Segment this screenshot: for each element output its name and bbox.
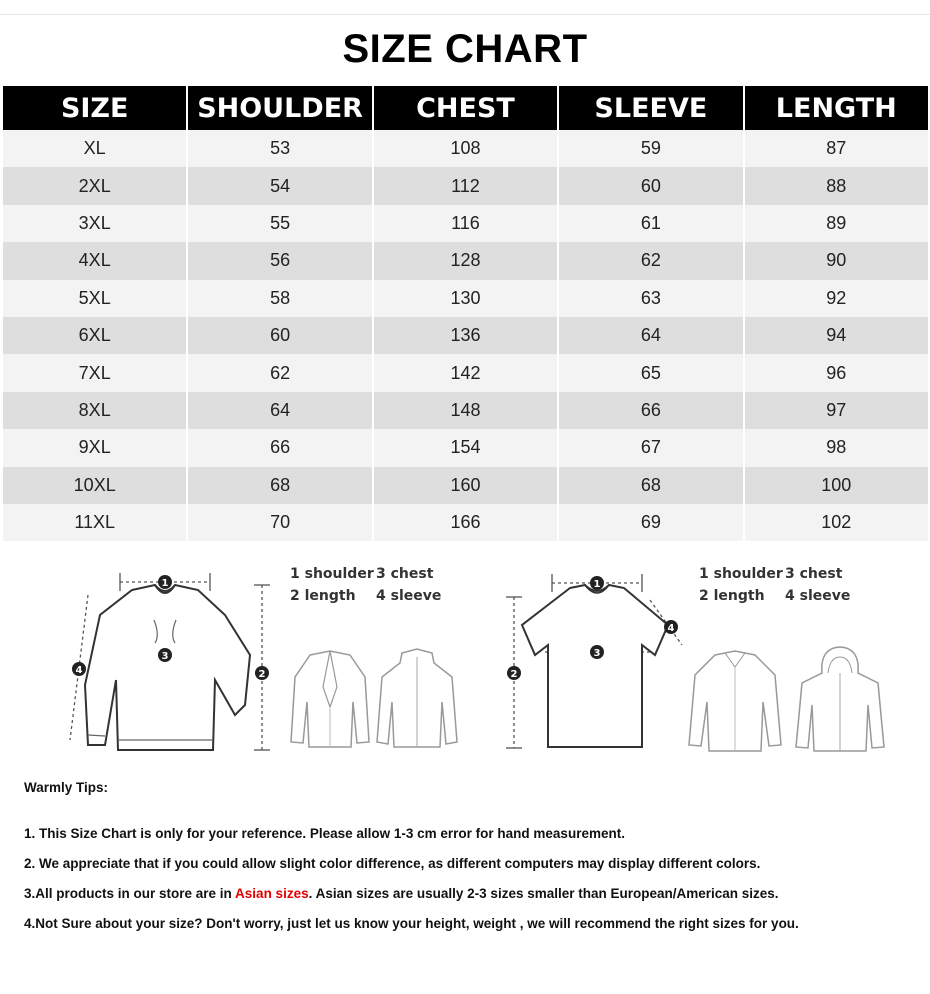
tip-2: 2. We appreciate that if you could allow slight color difference, as different computers may display different colors.	[24, 856, 761, 871]
header-size: SIZE	[3, 86, 186, 130]
cell-length: 102	[745, 504, 928, 541]
tip-1: 1. This Size Chart is only for your reference. Please allow 1-3 cm error for hand measurement.	[24, 826, 625, 841]
hoodie-sketch-icon	[790, 643, 890, 753]
table-row	[3, 205, 928, 242]
cell-shoulder: 60	[188, 317, 371, 354]
cell-shoulder: 53	[188, 130, 371, 167]
legend-sleeve: 4 sleeve	[785, 588, 851, 604]
cell-size: XL	[3, 130, 186, 167]
cell-sleeve: 59	[559, 130, 742, 167]
legend-shoulder: 1 shoulder	[699, 566, 783, 582]
cell-length: 96	[745, 354, 928, 391]
button-shirt-sketch-icon	[685, 647, 785, 757]
cell-size: 7XL	[3, 354, 186, 391]
cell-length: 98	[745, 429, 928, 466]
cell-length: 89	[745, 205, 928, 242]
cell-size: 10XL	[3, 467, 186, 504]
cell-shoulder: 62	[188, 354, 371, 391]
svg-text:3: 3	[161, 651, 169, 662]
cell-chest: 148	[374, 392, 557, 429]
table-row	[3, 504, 928, 541]
legend-length: 2 length	[699, 588, 765, 604]
cell-sleeve: 65	[559, 354, 742, 391]
svg-text:4: 4	[75, 665, 83, 676]
cell-sleeve: 66	[559, 392, 742, 429]
table-row	[3, 467, 928, 504]
svg-text:4: 4	[667, 623, 675, 634]
cell-length: 87	[745, 130, 928, 167]
asian-sizes-highlight: Asian sizes	[235, 886, 309, 901]
right-legend	[699, 563, 850, 607]
cell-shoulder: 54	[188, 167, 371, 204]
legend-length: 2 length	[290, 588, 356, 604]
cell-length: 90	[745, 242, 928, 279]
svg-text:1: 1	[161, 578, 169, 589]
size-table	[1, 86, 930, 541]
tip-3-text: 3.All products in our store are in	[24, 886, 236, 901]
cell-sleeve: 64	[559, 317, 742, 354]
cell-chest: 154	[374, 429, 557, 466]
left-legend	[290, 563, 441, 607]
cell-chest: 136	[374, 317, 557, 354]
table-row	[3, 130, 928, 167]
cell-size: 8XL	[3, 392, 186, 429]
table-row	[3, 354, 928, 391]
cell-chest: 142	[374, 354, 557, 391]
cell-chest: 128	[374, 242, 557, 279]
header-length: LENGTH	[745, 86, 928, 130]
cell-sleeve: 67	[559, 429, 742, 466]
cell-chest: 112	[374, 167, 557, 204]
cell-sleeve: 62	[559, 242, 742, 279]
header-sleeve: SLEEVE	[559, 86, 742, 130]
cell-length: 94	[745, 317, 928, 354]
table-row	[3, 392, 928, 429]
table-header-row	[3, 86, 928, 130]
cell-sleeve: 61	[559, 205, 742, 242]
title-bar	[0, 14, 930, 87]
cell-length: 100	[745, 467, 928, 504]
cell-chest: 108	[374, 130, 557, 167]
svg-text:3: 3	[593, 648, 601, 659]
cell-length: 92	[745, 280, 928, 317]
legend-shoulder: 1 shoulder	[290, 566, 374, 582]
cell-shoulder: 55	[188, 205, 371, 242]
cell-size: 11XL	[3, 504, 186, 541]
table-row	[3, 167, 928, 204]
tip-3-text-end: . Asian sizes are usually 2-3 sizes smaller than European/American sizes.	[308, 886, 779, 901]
cell-chest: 116	[374, 205, 557, 242]
cell-sleeve: 60	[559, 167, 742, 204]
page-title: SIZE CHART	[342, 27, 588, 71]
legend-sleeve: 4 sleeve	[376, 588, 442, 604]
table-row	[3, 280, 928, 317]
cell-sleeve: 68	[559, 467, 742, 504]
legend-chest: 3 chest	[376, 566, 434, 582]
cell-chest: 130	[374, 280, 557, 317]
table-row	[3, 429, 928, 466]
cell-size: 3XL	[3, 205, 186, 242]
cell-length: 88	[745, 167, 928, 204]
t-shirt-diagram	[500, 555, 700, 765]
cell-shoulder: 56	[188, 242, 371, 279]
zip-jacket-sketch-icon	[372, 647, 462, 757]
cell-shoulder: 64	[188, 392, 371, 429]
tips-heading: Warmly Tips:	[24, 780, 109, 795]
cell-shoulder: 66	[188, 429, 371, 466]
cell-chest: 160	[374, 467, 557, 504]
cell-chest: 166	[374, 504, 557, 541]
header-chest: CHEST	[374, 86, 557, 130]
header-shoulder: SHOULDER	[188, 86, 371, 130]
measurement-diagrams	[0, 555, 930, 765]
cell-sleeve: 69	[559, 504, 742, 541]
cell-size: 4XL	[3, 242, 186, 279]
cell-size: 2XL	[3, 167, 186, 204]
svg-text:1: 1	[593, 579, 601, 590]
cell-shoulder: 58	[188, 280, 371, 317]
tip-4: 4.Not Sure about your size? Don't worry, just let us know your height, weight , we will recommend the right sizes for you.	[24, 916, 799, 931]
blazer-sketch-icon	[285, 647, 375, 757]
svg-text:2: 2	[510, 669, 518, 680]
cell-size: 5XL	[3, 280, 186, 317]
cell-size: 9XL	[3, 429, 186, 466]
cell-shoulder: 68	[188, 467, 371, 504]
cell-length: 97	[745, 392, 928, 429]
svg-text:2: 2	[258, 669, 266, 680]
table-row	[3, 317, 928, 354]
table-row	[3, 242, 928, 279]
cell-shoulder: 70	[188, 504, 371, 541]
legend-chest: 3 chest	[785, 566, 843, 582]
cell-size: 6XL	[3, 317, 186, 354]
cell-sleeve: 63	[559, 280, 742, 317]
tip-3	[24, 886, 779, 901]
